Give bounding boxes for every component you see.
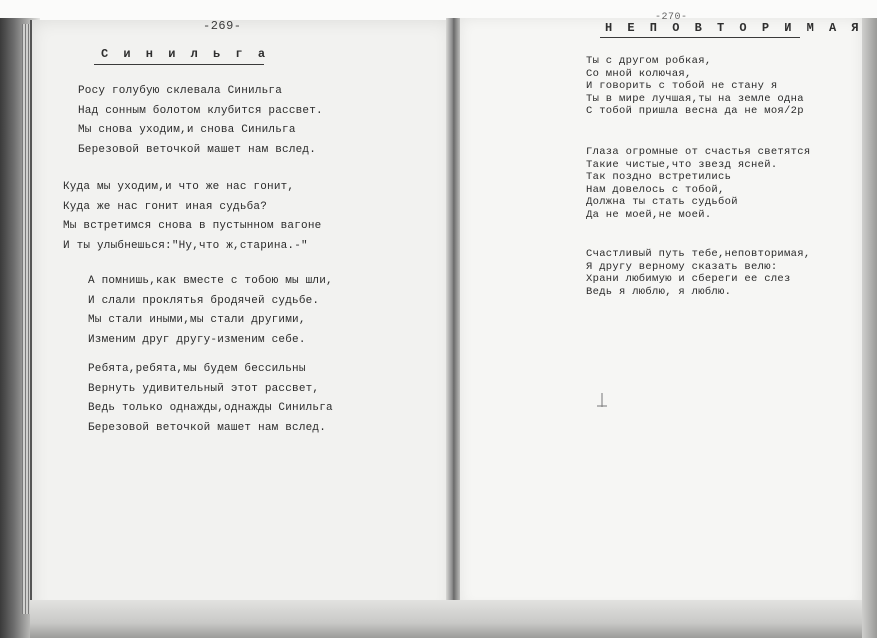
poem-line: Мы снова уходим,и снова Синильга — [78, 124, 296, 136]
poem-line: Должна ты стать судьбой — [586, 196, 738, 209]
poem-line: А помнишь,как вместе с тобою мы шли, — [88, 275, 333, 287]
poem-line: Мы встретимся снова в пустынном вагоне — [63, 220, 322, 232]
poem-line: Да не моей,не моей. — [586, 208, 712, 221]
poem-line: Изменим друг другу-изменим себе. — [88, 333, 306, 346]
right-stanza-2 — [586, 146, 810, 222]
poem-line: Я другу верному сказать велю: — [586, 260, 778, 273]
poem-line: Со мной колючая, — [586, 67, 692, 80]
poem-line: Над сонным болотом клубится рассвет. — [78, 104, 323, 117]
page-stack-edge — [22, 24, 30, 614]
poem-line: Ребята,ребята,мы будем бессильны — [88, 363, 306, 375]
left-stanza-3 — [88, 272, 333, 350]
poem-line: Храни любимую и сбереги ее слез — [586, 273, 791, 286]
left-stanza-2 — [63, 178, 321, 256]
left-stanza-4 — [88, 360, 333, 438]
left-page-number: -269- — [203, 19, 242, 33]
book-gutter — [446, 18, 460, 638]
poem-line: И говорить с тобой не стану я — [586, 80, 778, 93]
poem-line: Росу голубую склевала Синильга — [78, 85, 283, 97]
poem-line: И ты улыбнешься:"Ну,что ж,старина.-" — [63, 239, 308, 252]
poem-line: С тобой пришла весна да не моя/2р — [586, 105, 804, 118]
right-title-underline — [600, 37, 800, 38]
right-page-number: -270- — [655, 12, 688, 23]
poem-line: Так поздно встретились — [586, 171, 732, 184]
poem-line: Счастливый путь тебе,неповторимая, — [586, 248, 811, 260]
poem-line: Ведь только однажды,однажды Синильга — [88, 402, 333, 414]
poem-line: Ты с другом робкая, — [586, 55, 712, 67]
poem-line: Глаза огромные от счастья светятся — [586, 146, 811, 158]
right-stanza-3 — [586, 248, 810, 298]
poem-line: И слали проклятья бродячей судьбе. — [88, 294, 320, 307]
poem-line: Березовой веточкой машет нам вслед. — [78, 143, 317, 156]
page-bottom-edge — [30, 600, 870, 638]
poem-line: Нам довелось с тобой, — [586, 183, 725, 196]
right-stanza-1 — [586, 55, 804, 118]
left-title-underline — [94, 64, 264, 65]
poem-line: Ты в мире лучшая,ты на земле одна — [586, 92, 804, 105]
pen-mark — [594, 392, 610, 410]
right-poem-title: Н Е П О В Т О Р И М А Я — [605, 21, 863, 35]
poem-line: Такие чистые,что звезд ясней. — [586, 158, 778, 171]
left-stanza-1 — [78, 82, 323, 160]
poem-line: Мы стали иными,мы стали другими, — [88, 314, 306, 326]
poem-line: Куда же нас гонит иная судьба? — [63, 200, 268, 213]
poem-line: Куда мы уходим,и что же нас гонит, — [63, 181, 295, 193]
right-edge-shadow — [862, 18, 877, 638]
poem-line: Березовой веточкой машет нам вслед. — [88, 421, 327, 434]
poem-line: Ведь я люблю, я люблю. — [586, 285, 732, 298]
left-poem-title: С и н и л ь г а — [101, 47, 270, 61]
poem-line: Вернуть удивительный этот рассвет, — [88, 382, 320, 395]
